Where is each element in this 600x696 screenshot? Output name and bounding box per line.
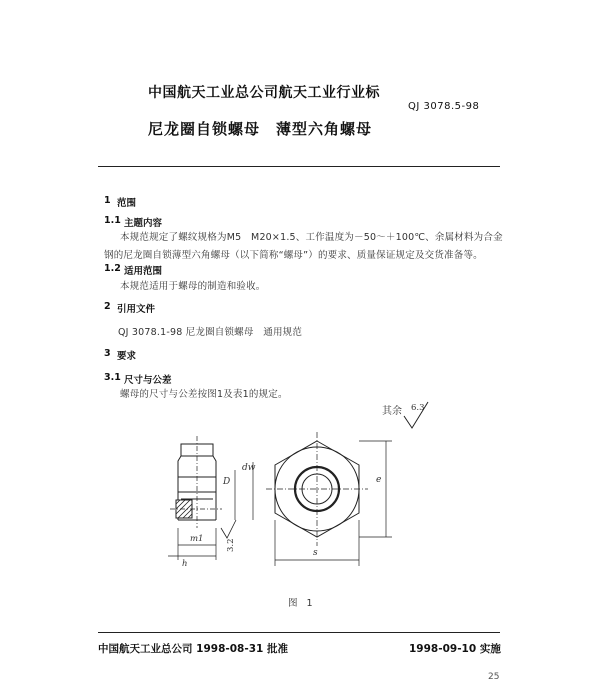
- section-1-2-line-1: 本规范适用于螺母的制造和验收。: [120, 281, 266, 292]
- figure-caption: 图 1: [288, 598, 316, 609]
- section-1-1-title: 主题内容: [124, 218, 163, 229]
- header-organization: 中国航天工业总公司航天工业行业标: [148, 85, 380, 101]
- section-1-title: 范围: [117, 198, 137, 209]
- dimension-m1-label: m1: [190, 534, 204, 544]
- dimension-dw-label: dw: [242, 463, 256, 473]
- implementation-date: 1998-09-10 实施: [409, 643, 501, 655]
- section-1-1-line-1: 本规范规定了螺纹规格为M5 M20×1.5、工作温度为－50～＋100℃、余属材料为合金: [120, 232, 503, 243]
- section-3-title: 要求: [117, 351, 137, 362]
- side-roughness-value: 3.2: [226, 538, 236, 552]
- section-1-2-number: 1.2: [104, 263, 121, 274]
- footer-divider: [98, 632, 500, 633]
- section-2-number: 2: [104, 301, 111, 312]
- top-view: [266, 432, 368, 546]
- dimension-h-label: h: [182, 559, 188, 569]
- side-roughness-symbol: [221, 520, 236, 538]
- section-1-number: 1: [104, 195, 111, 206]
- approval-statement: 中国航天工业总公司 1998-08-31 批准: [98, 643, 288, 655]
- roughness-remainder-value: 6.3: [411, 403, 425, 413]
- section-1-1-line-2: 钢的尼龙圈自锁薄型六角螺母（以下简称“螺母”）的要求、质量保证规定及交货准备等。: [104, 250, 483, 261]
- section-1-1-number: 1.1: [104, 215, 121, 226]
- page-number: 25: [488, 672, 500, 682]
- section-1-2-title: 适用范围: [124, 266, 163, 277]
- section-3-1-number: 3.1: [104, 372, 121, 383]
- document-title: 尼龙圈自锁螺母 薄型六角螺母: [148, 120, 373, 138]
- standard-number: QJ 3078.5-98: [408, 101, 480, 112]
- roughness-remainder-label: 其余: [382, 406, 402, 417]
- section-3-1-title: 尺寸与公差: [124, 375, 172, 386]
- section-3-number: 3: [104, 348, 111, 359]
- section-3-1-line-1: 螺母的尺寸与公差按图1及表1的规定。: [120, 389, 288, 400]
- dimension-e-label: e: [376, 475, 382, 485]
- dimension-s-label: s: [313, 548, 318, 558]
- dimension-D-label: D: [223, 477, 231, 487]
- section-2-title: 引用文件: [117, 304, 156, 315]
- side-view: [170, 436, 222, 528]
- section-2-line-1: QJ 3078.1-98 尼龙圈自锁螺母 通用规范: [118, 327, 303, 338]
